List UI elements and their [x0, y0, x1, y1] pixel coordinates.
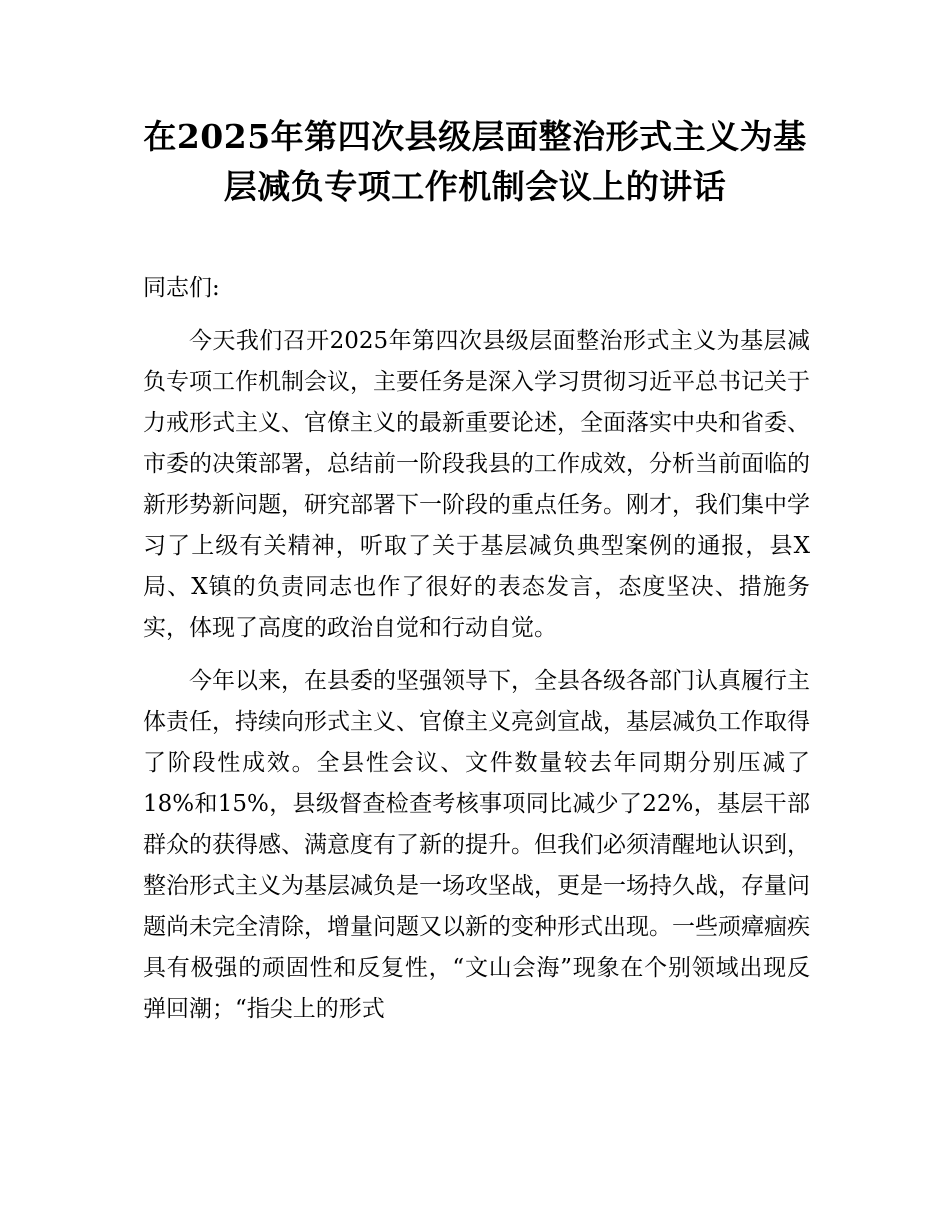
paragraph-1: 今天我们召开2025年第四次县级层面整治形式主义为基层减负专项工作机制会议，主要任务是深入学习贯彻习近平总书记关于力戒形式主义、官僚主义的最新重要论述，全面落实中央和省委、市委的决策部署，总结前一阶段我县的工作成效，分析当前面临的新形势新问题，研究部署下一阶段的重点任务。刚才，我们集中学习了上级有关精神，听取了关于基层减负典型案例的通报，县X局、X镇的负责同志也作了很好的表态发言，态度坚决、措施务实，体现了高度的政治自觉和行动自觉。 — [143, 328, 810, 641]
salutation: 同志们: — [143, 275, 220, 301]
document-title: 在2025年第四次县级层面整治形式主义为基层减负专项工作机制会议上的讲话 — [143, 117, 807, 206]
document-body — [143, 268, 810, 1042]
paragraph-2: 今年以来，在县委的坚强领导下，全县各级各部门认真履行主体责任，持续向形式主义、官僚主义亮剑宣战，基层减负工作取得了阶段性成效。全县性会议、文件数量较去年同期分别压减了18%和15%，县级督查检查考核事项同比减少了22%，基层干部群众的获得感、满意度有了新的提升。但我们必须清醒地认识到，整治形式主义为基层减负是一场攻坚战，更是一场持久战，存量问题尚未完全清除，增量问题又以新的变种形式出现。一些顽瘴痼疾具有极强的顽固性和反复性，“文山会海”现象在个别领域出现反弹回潮；“指尖上的形式 — [143, 668, 810, 1022]
